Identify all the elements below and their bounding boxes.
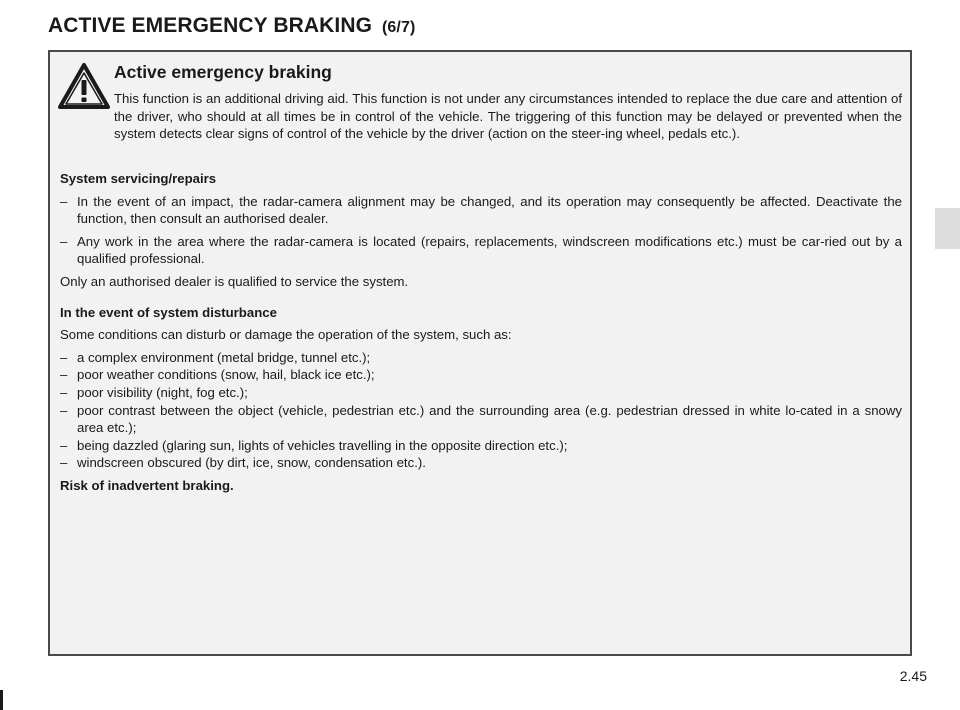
corner-mark [0,690,3,710]
list-item: – Any work in the area where the radar-camera is located (repairs, replacements, windscreen modifications etc.) must be car-ried out by a qualified professional. [60,233,902,268]
servicing-note: Only an authorised dealer is qualified to service the system. [60,273,409,289]
risk-note: Risk of inadvertent braking. [60,477,234,493]
list-item: – poor visibility (night, fog etc.); [60,384,902,402]
section-tab [935,208,960,249]
disturbance-lead: Some conditions can disturb or damage the operation of the system, such as: [60,327,512,343]
page-title-part: (6/7) [381,19,416,36]
panel-body [60,170,902,495]
page-title-main: ACTIVE EMERGENCY BRAKING [48,14,373,37]
list-item: – poor weather conditions (snow, hail, black ice etc.); [60,366,902,384]
page-number: 2.45 [899,668,927,684]
list-item: – being dazzled (glaring sun, lights of vehicles travelling in the opposite direction etc.); [60,437,902,455]
servicing-title: System servicing/repairs [60,171,217,186]
disturbance-title: In the event of system disturbance [60,304,277,320]
panel-heading: Active emergency braking [114,62,332,82]
list-item: – In the event of an impact, the radar-camera alignment may be changed, and its operation may consequently be affected. Deactivate the function, then consult an authorised dealer. [60,193,902,228]
list-item: – a complex environment (metal bridge, tunnel etc.); [60,349,902,367]
intro-paragraph: This function is an additional driving aid. This function is not under any circumstances intended to replace the due care and attention of the driver, who should at all times be in control of the vehicle. The triggering of this function may be delayed or prevented when the system detects clear signs of control of the vehicle by the driver (action on the steer-ing wheel, pedals etc.). [114,91,902,142]
page-title [48,14,415,38]
list-item: – poor contrast between the object (vehicle, pedestrian etc.) and the surrounding area (e.g. pedestrian dressed in white lo-cated in a snowy area etc.); [60,402,902,437]
warning-panel [48,50,912,656]
list-item: – windscreen obscured (by dirt, ice, snow, condensation etc.). [60,454,902,472]
